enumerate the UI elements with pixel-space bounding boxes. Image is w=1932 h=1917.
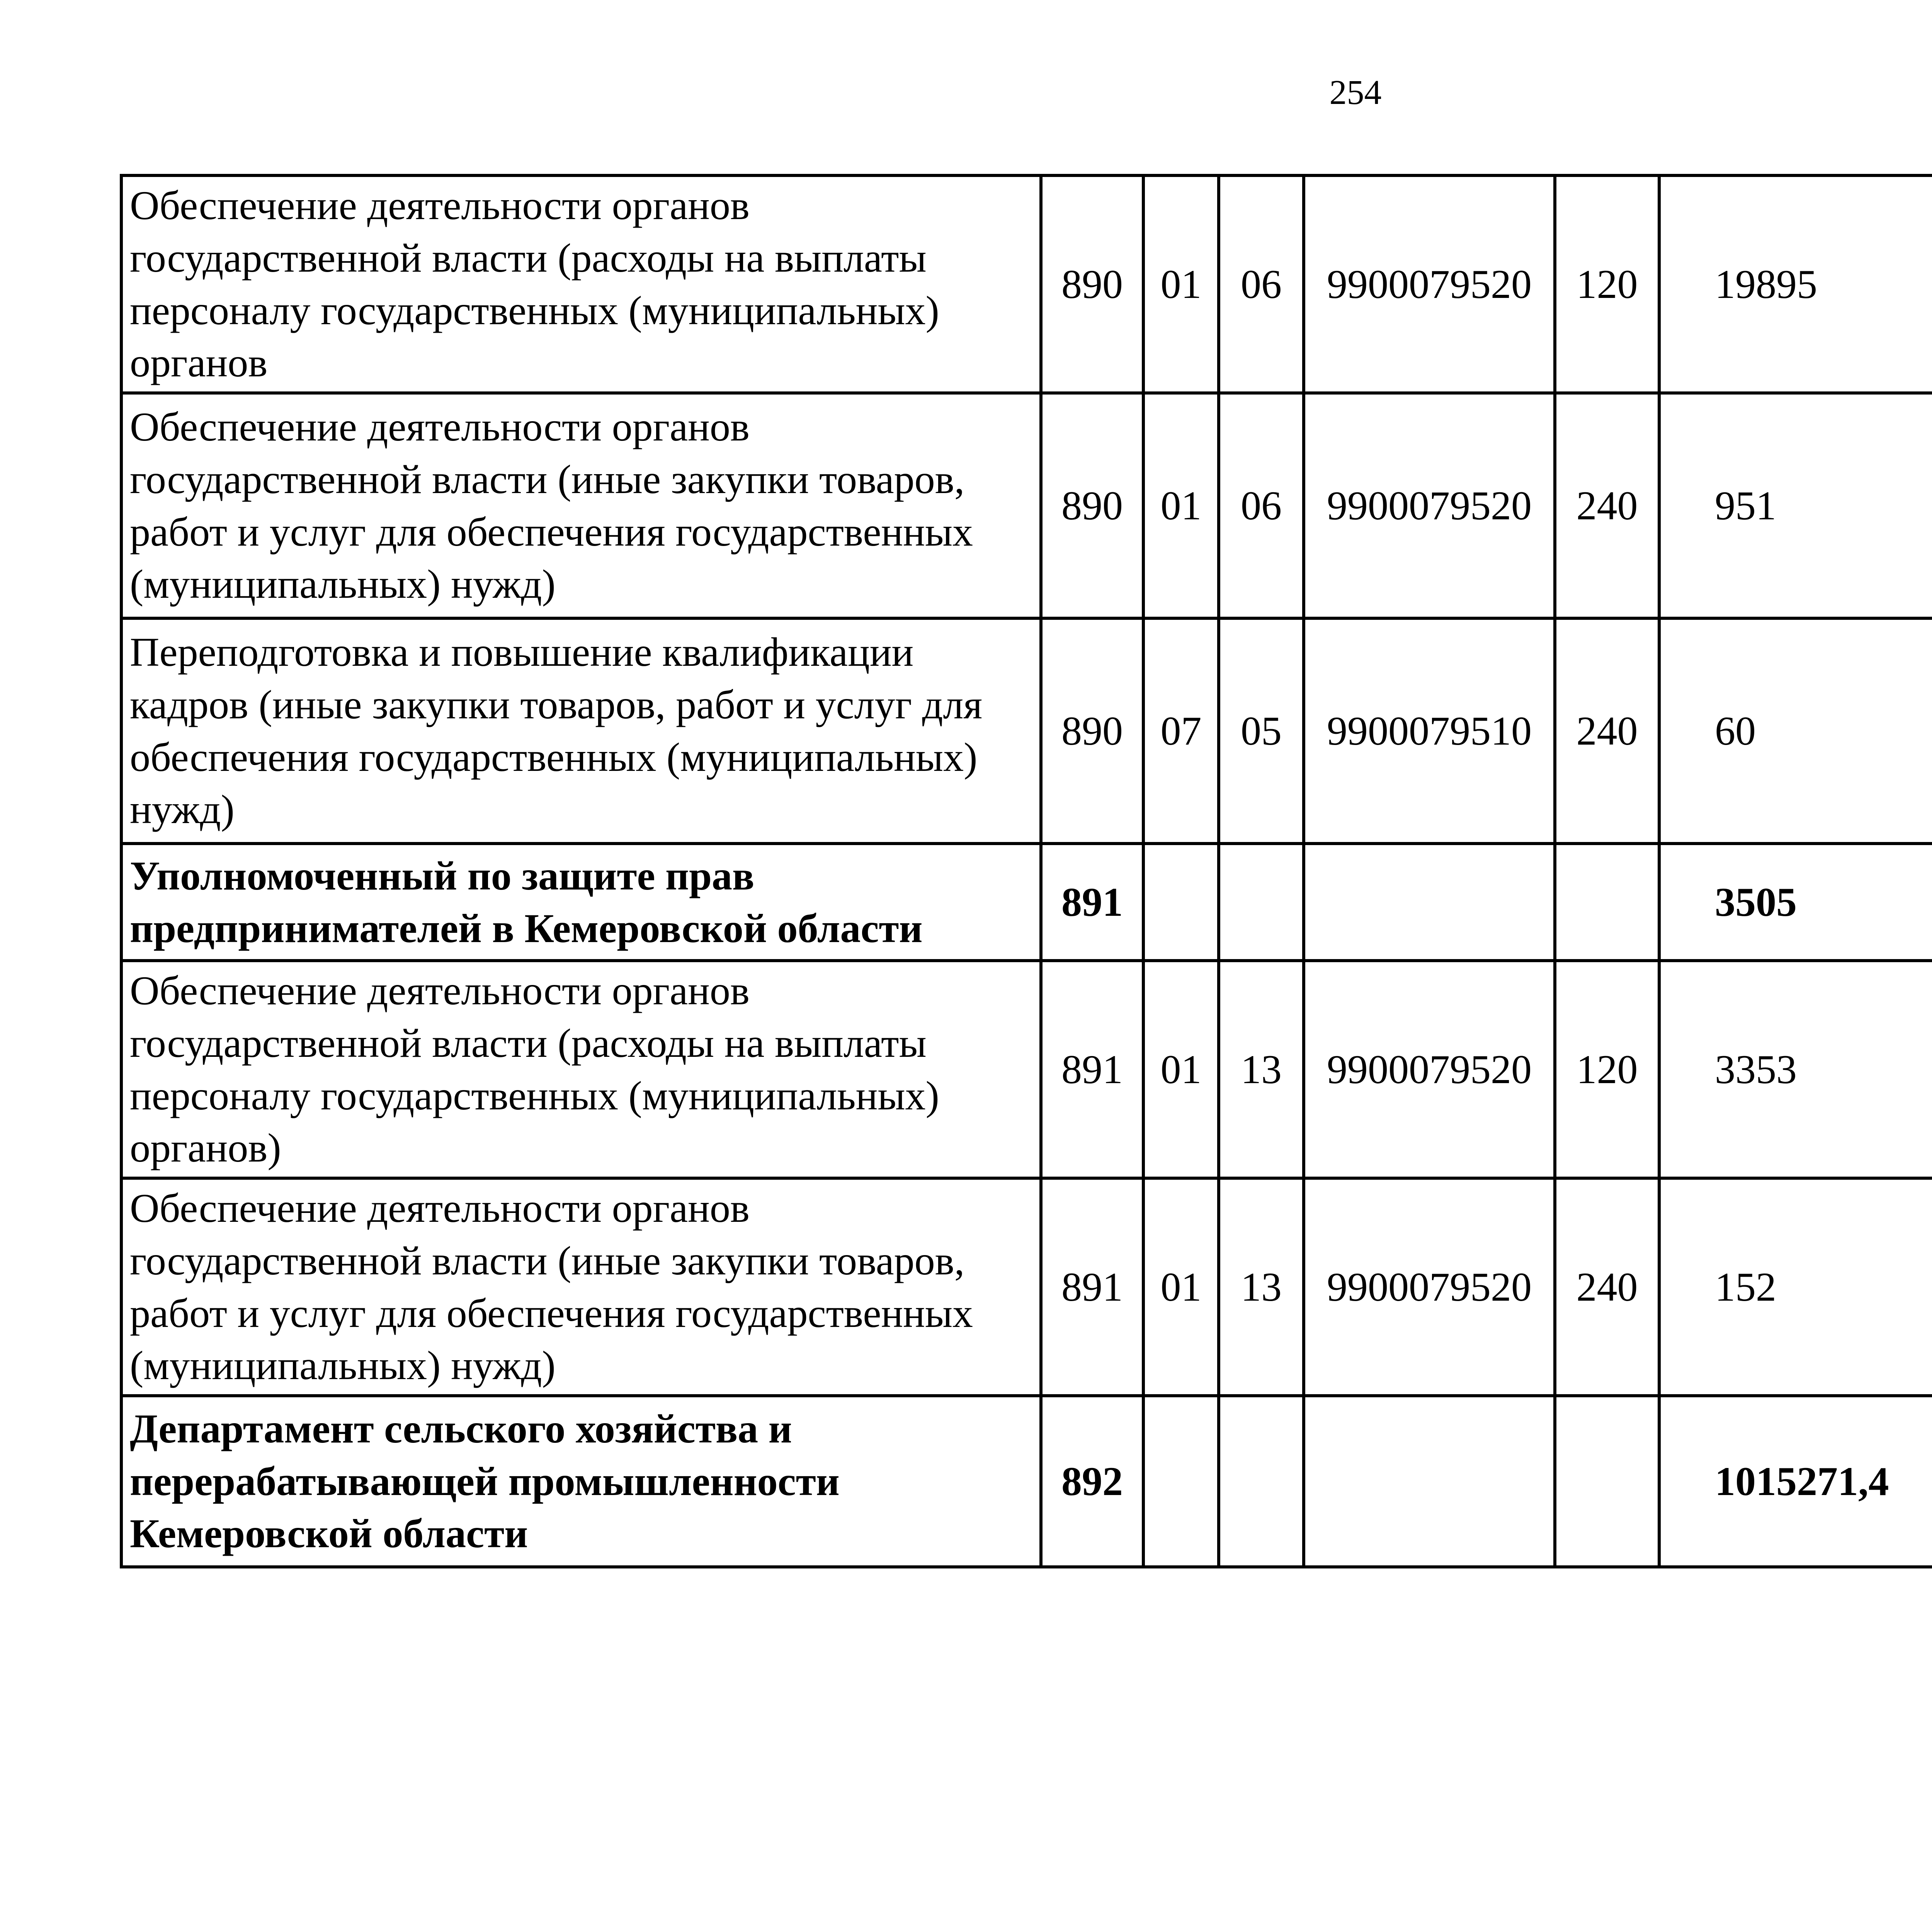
cell-rz: 01 bbox=[1143, 175, 1219, 393]
cell-csr: 9900079520 bbox=[1304, 393, 1555, 618]
table-row bbox=[121, 961, 1932, 1178]
cell-pr bbox=[1219, 844, 1304, 961]
cell-csr: 9900079520 bbox=[1304, 1178, 1555, 1396]
cell-value-1: 152 bbox=[1659, 1178, 1932, 1396]
cell-gr: 891 bbox=[1041, 961, 1143, 1178]
cell-pr: 05 bbox=[1219, 618, 1304, 844]
row-name: Уполномоченный по защите прав предпринимателей в Кемеровской области bbox=[121, 844, 1041, 961]
cell-gr: 890 bbox=[1041, 393, 1143, 618]
row-name: Департамент сельского хозяйства и перерабатывающей промышленности Кемеровской области bbox=[121, 1396, 1041, 1567]
cell-gr: 891 bbox=[1041, 844, 1143, 961]
cell-pr: 06 bbox=[1219, 393, 1304, 618]
cell-gr: 891 bbox=[1041, 1178, 1143, 1396]
cell-csr: 9900079520 bbox=[1304, 175, 1555, 393]
row-name: Переподготовка и повышение квалификации кадров (иные закупки товаров, работ и услуг для обеспечения государственных (муниципальных) нужд) bbox=[121, 618, 1041, 844]
cell-csr bbox=[1304, 844, 1555, 961]
cell-vr: 120 bbox=[1555, 175, 1659, 393]
table-row bbox=[121, 1178, 1932, 1396]
cell-vr: 120 bbox=[1555, 961, 1659, 1178]
cell-vr: 240 bbox=[1555, 393, 1659, 618]
cell-pr: 06 bbox=[1219, 175, 1304, 393]
cell-vr: 240 bbox=[1555, 618, 1659, 844]
cell-rz: 01 bbox=[1143, 961, 1219, 1178]
cell-value-1: 3353 bbox=[1659, 961, 1932, 1178]
budget-table bbox=[120, 174, 1932, 1568]
cell-gr: 890 bbox=[1041, 175, 1143, 393]
cell-rz: 01 bbox=[1143, 393, 1219, 618]
cell-gr: 892 bbox=[1041, 1396, 1143, 1567]
cell-csr: 9900079510 bbox=[1304, 618, 1555, 844]
cell-pr bbox=[1219, 1396, 1304, 1567]
cell-value-1: 951 bbox=[1659, 393, 1932, 618]
cell-rz: 01 bbox=[1143, 1178, 1219, 1396]
page-number: 254 bbox=[1329, 73, 1382, 112]
cell-value-1: 60 bbox=[1659, 618, 1932, 844]
cell-rz: 07 bbox=[1143, 618, 1219, 844]
row-name: Обеспечение деятельности органов государственной власти (иные закупки товаров, работ и услуг для обеспечения государственных (муниципальных) нужд) bbox=[121, 1178, 1041, 1396]
cell-csr bbox=[1304, 1396, 1555, 1567]
row-name: Обеспечение деятельности органов государственной власти (расходы на выплаты персоналу государственных (муниципальных) органов) bbox=[121, 961, 1041, 1178]
table-row bbox=[121, 175, 1932, 393]
cell-value-1: 3505 bbox=[1659, 844, 1932, 961]
cell-vr bbox=[1555, 844, 1659, 961]
cell-rz bbox=[1143, 1396, 1219, 1567]
cell-vr: 240 bbox=[1555, 1178, 1659, 1396]
row-name: Обеспечение деятельности органов государственной власти (иные закупки товаров, работ и услуг для обеспечения государственных (муниципальных) нужд) bbox=[121, 393, 1041, 618]
cell-csr: 9900079520 bbox=[1304, 961, 1555, 1178]
cell-rz bbox=[1143, 844, 1219, 961]
cell-gr: 890 bbox=[1041, 618, 1143, 844]
row-name: Обеспечение деятельности органов государственной власти (расходы на выплаты персоналу государственных (муниципальных) органов bbox=[121, 175, 1041, 393]
table-row bbox=[121, 393, 1932, 618]
table-row bbox=[121, 618, 1932, 844]
cell-value-1: 1015271,4 bbox=[1659, 1396, 1932, 1567]
table-row-summary bbox=[121, 844, 1932, 961]
cell-value-1: 19895 bbox=[1659, 175, 1932, 393]
cell-pr: 13 bbox=[1219, 1178, 1304, 1396]
cell-pr: 13 bbox=[1219, 961, 1304, 1178]
cell-vr bbox=[1555, 1396, 1659, 1567]
table-row-summary bbox=[121, 1396, 1932, 1567]
